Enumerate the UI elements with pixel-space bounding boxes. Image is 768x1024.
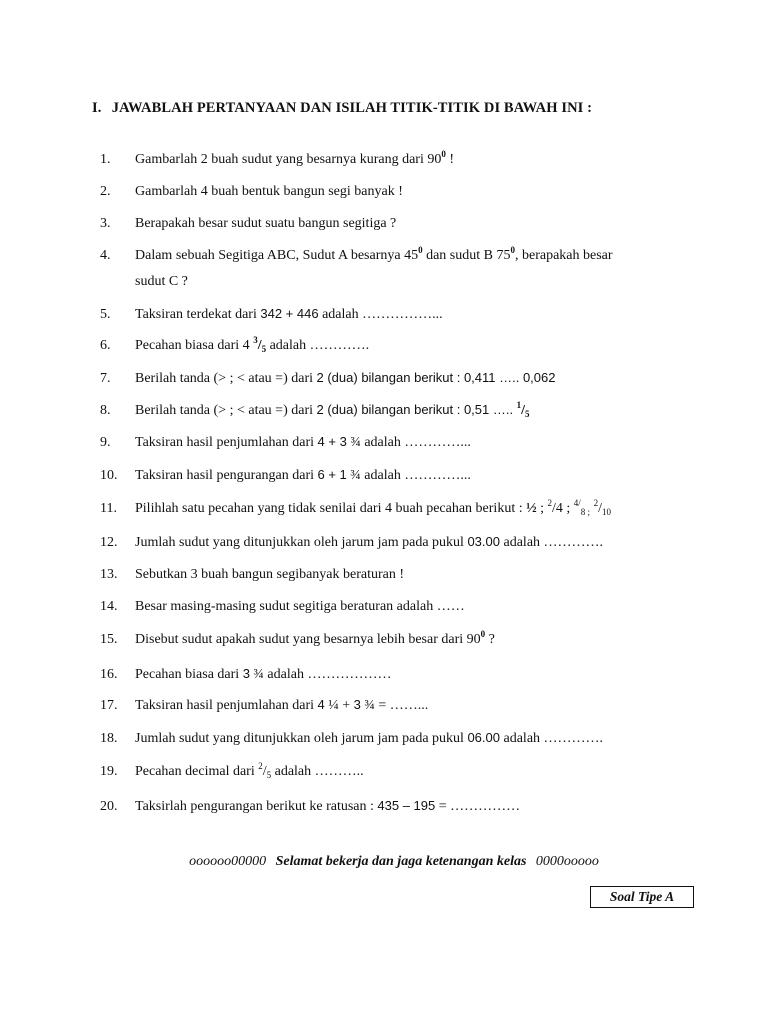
- question-3: [100, 211, 740, 237]
- fraction-numerator: 2: [258, 761, 263, 771]
- question-text: Pecahan decimal dari: [135, 764, 259, 779]
- question-text: Sebutkan 3 buah bangun segibanyak beraturan !: [135, 567, 405, 582]
- question-6: [100, 333, 740, 359]
- question-text: Gambarlah 4 buah bentuk bangun segi banyak !: [135, 184, 403, 199]
- question-number: 4.: [100, 248, 111, 263]
- question-text: Taksiran hasil penjumlahan dari: [135, 435, 318, 450]
- degree-sup: 0: [510, 245, 515, 255]
- question-number: 3.: [100, 216, 111, 231]
- fraction-denominator: 8 ;: [580, 507, 591, 517]
- question-text: adalah ………….: [266, 338, 370, 353]
- separator: ;: [536, 501, 548, 516]
- question-10: [100, 462, 740, 489]
- degree-sup: 0: [418, 245, 423, 255]
- fraction-slash: /: [552, 501, 556, 516]
- expression: 3: [353, 697, 361, 712]
- question-text: ?: [485, 632, 495, 647]
- question-number: 6.: [100, 338, 111, 353]
- question-9: [100, 429, 740, 456]
- question-1: [100, 147, 740, 173]
- question-number: 5.: [100, 307, 111, 322]
- question-number: 13.: [100, 567, 118, 582]
- section-heading: [92, 100, 592, 117]
- question-text: !: [445, 152, 455, 167]
- question-text: Taksirlah pengurangan berikut ke ratusan :: [135, 799, 378, 814]
- question-text: Jumlah sudut yang ditunjukkan oleh jarum jam pada pukul: [135, 731, 468, 746]
- section-title: JAWABLAH PERTANYAAN DAN ISILAH TITIK-TITIK DI BAWAH INI :: [111, 100, 593, 116]
- question-text: ¾ adalah …………...: [346, 435, 471, 450]
- expression: 3: [242, 666, 250, 681]
- time-value: 06.00: [467, 730, 500, 745]
- fraction-slash: /: [521, 403, 525, 418]
- fraction-slash: /: [262, 764, 267, 779]
- question-number: 19.: [100, 764, 118, 779]
- fraction-denominator: 5: [524, 409, 530, 419]
- closing-deco-left: oooooo00000: [189, 854, 267, 869]
- question-text: Besar masing-masing sudut segitiga beraturan adalah ……: [135, 599, 465, 614]
- question-text: = ……………: [435, 799, 521, 814]
- question-text: adalah ………….: [500, 731, 604, 746]
- expression: 342 + 446: [260, 306, 319, 321]
- expression: 6 + 1: [317, 467, 347, 482]
- question-number: 18.: [100, 731, 118, 746]
- question-number: 2.: [100, 184, 111, 199]
- question-text: Disebut sudut apakah sudut yang besarnya lebih besar dari 90: [135, 632, 481, 647]
- question-number: 11.: [100, 501, 117, 516]
- question-14: [100, 594, 740, 620]
- fraction-denominator: 10: [601, 507, 611, 517]
- closing-note: [0, 854, 768, 870]
- question-18: [100, 725, 740, 752]
- question-2: [100, 179, 740, 205]
- question-text: adalah ……………...: [318, 307, 443, 322]
- question-19: [100, 759, 740, 785]
- question-text: Taksiran hasil pengurangan dari: [135, 468, 318, 483]
- fraction-slash: /: [257, 338, 262, 353]
- question-5: [100, 301, 740, 328]
- question-number: 15.: [100, 632, 118, 647]
- closing-deco-right: 0000ooooo: [535, 854, 599, 869]
- separator: ;: [562, 501, 574, 516]
- question-number: 10.: [100, 468, 118, 483]
- fraction-numerator: 4/: [573, 498, 581, 508]
- question-text: Berilah tanda (> ; < atau =) dari: [135, 371, 317, 386]
- question-text: adalah ………….: [500, 535, 604, 550]
- question-text-sans: 2 (dua) bilangan berikut : 0,51 …..: [316, 402, 514, 417]
- expression: 4: [317, 697, 325, 712]
- expression: 435 – 195: [377, 798, 436, 813]
- question-text: Jumlah sudut yang ditunjukkan oleh jarum jam pada pukul: [135, 535, 468, 550]
- question-text: Dalam sebuah Segitiga ABC, Sudut A besarnya 45: [135, 248, 419, 263]
- fraction-slash: /: [598, 501, 602, 516]
- question-text: , berapakah besar: [514, 248, 613, 263]
- question-15: [100, 627, 740, 653]
- question-text: ¼ +: [324, 698, 354, 713]
- question-text: dan sudut B 75: [422, 248, 511, 263]
- question-number: 7.: [100, 371, 111, 386]
- fraction-numerator: 1: [516, 400, 522, 410]
- question-4: [100, 243, 740, 295]
- question-number: 14.: [100, 599, 118, 614]
- question-16: [100, 661, 740, 688]
- fraction-numerator: 2: [547, 498, 552, 508]
- question-8: [100, 397, 740, 424]
- question-number: 8.: [100, 403, 111, 418]
- question-number: 16.: [100, 667, 118, 682]
- fraction-half: ½: [526, 501, 537, 516]
- question-text-sans: 2 (dua) bilangan berikut : 0,411 ….. 0,062: [316, 370, 556, 385]
- question-text: Gambarlah 2 buah sudut yang besarnya kurang dari 90: [135, 152, 442, 167]
- expression: 4 + 3: [317, 434, 347, 449]
- question-text: Berapakah besar sudut suatu bangun segitiga ?: [135, 216, 397, 231]
- question-number: 12.: [100, 535, 118, 550]
- question-number: 1.: [100, 152, 111, 167]
- degree-sup: 0: [480, 629, 486, 639]
- fraction-denominator: 5: [266, 770, 272, 780]
- question-number: 20.: [100, 799, 118, 814]
- question-text: Pecahan biasa dari: [135, 667, 243, 682]
- fraction-numerator: 3: [253, 335, 258, 345]
- question-text: ¾ = ……...: [360, 698, 429, 713]
- question-text: Pilihlah satu pecahan yang tidak senilai dari 4 buah pecahan berikut :: [135, 501, 527, 516]
- degree-sup: 0: [441, 149, 446, 159]
- question-text: ¾ adalah …………...: [346, 468, 471, 483]
- closing-message: Selamat bekerja dan jaga ketenangan kelas: [275, 854, 527, 869]
- question-20: [100, 793, 740, 820]
- test-type-box: Soal Tipe A: [590, 886, 694, 908]
- question-text: Berilah tanda (> ; < atau =) dari: [135, 403, 317, 418]
- fraction-denominator: 5: [261, 344, 267, 354]
- question-text: Taksiran hasil penjumlahan dari: [135, 698, 318, 713]
- question-text: Taksiran terdekat dari: [135, 307, 261, 322]
- question-13: [100, 562, 740, 588]
- question-text: adalah ………..: [271, 764, 364, 779]
- question-12: [100, 529, 740, 556]
- question-number: 17.: [100, 698, 118, 713]
- question-text-line2: sudut C ?: [135, 274, 188, 289]
- fraction-numerator: 2: [593, 498, 599, 508]
- question-text: Pecahan biasa dari 4: [135, 338, 254, 353]
- question-number: 9.: [100, 435, 111, 450]
- question-text: ¾ adalah ………………: [249, 667, 392, 682]
- fraction-denominator: 4: [555, 501, 563, 516]
- question-11: [100, 496, 740, 522]
- question-7: [100, 365, 740, 392]
- time-value: 03.00: [467, 534, 500, 549]
- question-17: [100, 692, 740, 719]
- section-number: I.: [92, 100, 102, 116]
